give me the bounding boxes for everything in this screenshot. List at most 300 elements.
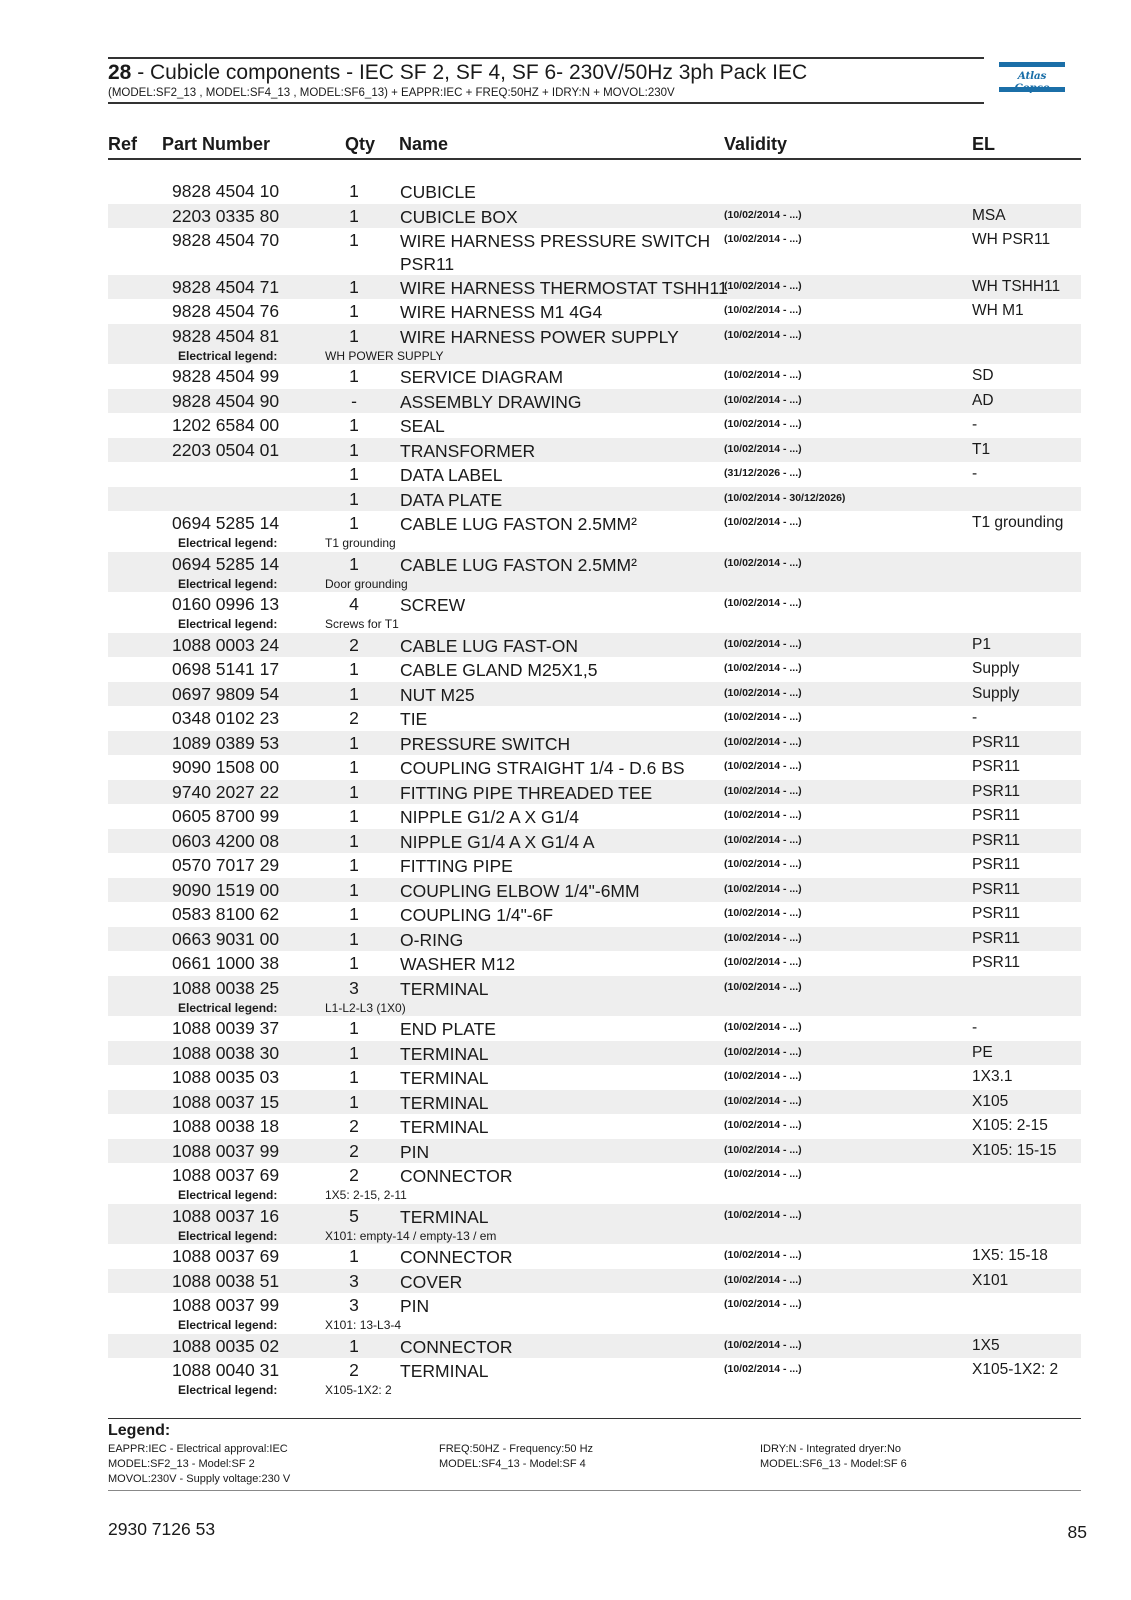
part-number-cell: 0698 5141 17 xyxy=(172,659,280,679)
el-cell: SD xyxy=(972,367,994,384)
qty-cell: 1 xyxy=(349,928,359,949)
el-cell: WH TSHH11 xyxy=(972,277,1061,295)
qty-cell: 3 xyxy=(349,1270,359,1291)
validity-cell: (10/02/2014 - ...) xyxy=(724,208,802,221)
table-row xyxy=(108,853,1081,878)
name-cell xyxy=(400,880,640,903)
legend-entry: MOVOL:230V - Supply voltage:230 V xyxy=(108,1473,291,1485)
el-cell: X101 xyxy=(972,1271,1009,1289)
el-cell: 1X5 xyxy=(972,1336,1000,1354)
part-number-cell: 1088 0035 02 xyxy=(172,1335,280,1356)
name-cell xyxy=(400,708,427,731)
el-cell: 1X5: 15-18 xyxy=(972,1247,1048,1264)
table-row xyxy=(108,1163,1081,1204)
col-el: EL xyxy=(972,134,996,154)
table-row xyxy=(108,324,1081,365)
part-number-cell: 9828 4504 71 xyxy=(172,276,280,297)
name-cell xyxy=(400,366,563,389)
name-line: CABLE GLAND M25X1,5 xyxy=(400,660,598,680)
table-row xyxy=(108,902,1081,927)
table-row xyxy=(108,1090,1081,1115)
qty-cell: 1 xyxy=(349,230,359,250)
el-cell: Supply xyxy=(972,660,1020,677)
name-cell xyxy=(400,415,445,438)
table-row xyxy=(108,228,1081,275)
validity-cell: (10/02/2014 - ...) xyxy=(724,1045,802,1058)
parts-table xyxy=(108,179,1081,1399)
el-cell: - xyxy=(972,465,978,482)
legend-title: Legend: xyxy=(108,1422,171,1439)
page-subtitle: (MODEL:SF2_13 , MODEL:SF4_13 , MODEL:SF6_13) + EAPPR:IEC + FREQ:50HZ + IDRY:N + MOVOL:230V xyxy=(108,87,675,99)
name-line: TERMINAL xyxy=(400,1043,489,1064)
table-row xyxy=(108,633,1081,658)
part-number-cell: 9828 4504 99 xyxy=(172,366,280,386)
name-line: SCREW xyxy=(400,595,466,615)
qty-cell: 1 xyxy=(349,904,359,924)
name-cell xyxy=(400,440,535,463)
qty-cell: 1 xyxy=(349,464,359,484)
name-cell xyxy=(400,1043,488,1066)
name-cell xyxy=(400,1018,496,1041)
name-cell xyxy=(400,1246,512,1269)
qty-cell: 1 xyxy=(349,181,359,201)
table-row xyxy=(108,389,1081,414)
name-cell xyxy=(400,929,463,952)
name-line: CUBICLE BOX xyxy=(400,206,518,227)
qty-cell: 1 xyxy=(349,757,359,777)
name-cell xyxy=(400,464,502,487)
legend-entry: IDRY:N - Integrated dryer:No xyxy=(760,1443,902,1455)
name-cell xyxy=(400,1206,488,1229)
qty-cell: 3 xyxy=(349,977,359,998)
name-cell xyxy=(400,391,582,414)
part-number-cell: 1088 0038 51 xyxy=(172,1270,280,1291)
name-cell xyxy=(400,953,515,976)
legend-column-1 xyxy=(108,1442,290,1487)
el-cell: AD xyxy=(972,391,994,409)
el-cell: PSR11 xyxy=(972,856,1020,873)
part-number-cell: 0663 9031 00 xyxy=(172,928,280,949)
qty-cell: 1 xyxy=(349,366,359,386)
qty-cell: 2 xyxy=(349,1165,359,1185)
validity-cell: (10/02/2014 - ...) xyxy=(724,279,802,292)
legend-entry: MODEL:SF2_13 - Model:SF 2 xyxy=(108,1458,255,1470)
logo-bottom-stripe xyxy=(999,87,1065,92)
part-number-cell: 2203 0335 80 xyxy=(172,205,280,226)
el-cell: T1 xyxy=(972,440,991,458)
validity-cell: (10/02/2014 - ...) xyxy=(724,686,802,699)
name-line: DATA PLATE xyxy=(400,489,503,510)
qty-cell: 1 xyxy=(349,953,359,973)
qty-cell: 1 xyxy=(349,1335,359,1356)
table-row xyxy=(108,829,1081,854)
name-cell xyxy=(400,782,652,805)
table-row xyxy=(108,1139,1081,1164)
table-row xyxy=(108,731,1081,756)
name-line: TIE xyxy=(400,709,428,729)
validity-cell: (10/02/2014 - ...) xyxy=(724,1298,802,1310)
name-cell xyxy=(400,733,570,756)
legend-entry: MODEL:SF6_13 - Model:SF 6 xyxy=(760,1458,907,1470)
name-line: CONNECTOR xyxy=(400,1166,513,1186)
el-cell: T1 grounding xyxy=(972,514,1064,531)
name-cell xyxy=(400,1271,462,1294)
name-cell xyxy=(400,806,579,829)
table-row xyxy=(108,275,1081,300)
part-number-cell: 9828 4504 10 xyxy=(172,181,280,201)
name-line: WIRE HARNESS M1 4G4 xyxy=(400,302,603,322)
validity-cell: (10/02/2014 - ...) xyxy=(724,931,802,944)
name-line: PIN xyxy=(400,1296,430,1316)
electrical-legend-value: X105-1X2: 2 xyxy=(325,1383,392,1397)
name-cell xyxy=(400,855,513,878)
name-cell xyxy=(400,904,553,927)
validity-cell: (10/02/2014 - ...) xyxy=(724,1094,802,1107)
el-cell: PSR11 xyxy=(972,831,1020,849)
table-row xyxy=(108,804,1081,829)
validity-cell: (10/02/2014 - ...) xyxy=(724,956,802,968)
validity-cell: (10/02/2014 - ...) xyxy=(724,760,802,772)
validity-cell: (10/02/2014 - ...) xyxy=(724,882,802,895)
name-line: COUPLING STRAIGHT 1/4 - D.6 BS xyxy=(400,758,685,778)
part-number-cell: 1088 0037 15 xyxy=(172,1091,280,1112)
part-number-cell: 0603 4200 08 xyxy=(172,830,280,851)
qty-cell: 1 xyxy=(349,732,359,753)
el-cell: WH PSR11 xyxy=(972,231,1051,248)
table-row xyxy=(108,487,1081,512)
legend-entry: MODEL:SF4_13 - Model:SF 4 xyxy=(439,1458,586,1470)
name-line: TERMINAL xyxy=(400,978,489,999)
el-cell: MSA xyxy=(972,206,1006,224)
table-row xyxy=(108,462,1081,487)
name-line: CONNECTOR xyxy=(400,1336,513,1357)
name-cell xyxy=(400,554,637,577)
part-number-cell: 0160 0996 13 xyxy=(172,594,280,614)
table-row xyxy=(108,682,1081,707)
name-line: SEAL xyxy=(400,416,445,436)
name-line-2: PSR11 xyxy=(400,254,455,274)
qty-cell: 1 xyxy=(349,781,359,802)
name-line: WASHER M12 xyxy=(400,954,516,974)
el-cell: 1X3.1 xyxy=(972,1068,1013,1085)
legend-entry: EAPPR:IEC - Electrical approval:IEC xyxy=(108,1443,288,1455)
name-line: PIN xyxy=(400,1141,430,1162)
part-number-cell: 1088 0038 30 xyxy=(172,1042,280,1063)
name-line: TERMINAL xyxy=(400,1117,489,1137)
name-cell xyxy=(400,1360,488,1383)
part-number-cell: 1088 0037 99 xyxy=(172,1295,280,1315)
part-number-cell: 0694 5285 14 xyxy=(172,513,280,533)
table-row xyxy=(108,657,1081,682)
table-row xyxy=(108,1204,1081,1245)
name-cell xyxy=(400,659,597,682)
part-number-cell: 0697 9809 54 xyxy=(172,683,280,704)
table-row xyxy=(108,511,1081,552)
qty-cell: 5 xyxy=(349,1205,359,1226)
qty-cell: 1 xyxy=(349,553,359,574)
document-number: 2930 7126 53 xyxy=(108,1519,216,1539)
name-cell xyxy=(400,1067,488,1090)
el-cell: PSR11 xyxy=(972,758,1020,775)
name-line: CABLE LUG FAST-ON xyxy=(400,635,578,656)
table-row xyxy=(108,1244,1081,1269)
electrical-legend-value: X101: 13-L3-4 xyxy=(325,1318,402,1332)
name-line: ASSEMBLY DRAWING xyxy=(400,391,582,412)
legend-entry: FREQ:50HZ - Frequency:50 Hz xyxy=(439,1443,594,1455)
validity-cell: (10/02/2014 - ...) xyxy=(724,784,802,797)
part-number-cell: 1089 0389 53 xyxy=(172,732,280,753)
electrical-legend-label: Electrical legend: xyxy=(178,348,278,363)
name-cell xyxy=(400,594,465,617)
atlas-copco-logo xyxy=(999,62,1065,96)
el-cell: X105-1X2: 2 xyxy=(972,1361,1059,1378)
part-number-cell: 0583 8100 62 xyxy=(172,904,280,924)
name-line: WIRE HARNESS THERMOSTAT TSHH11 xyxy=(400,277,728,298)
table-row xyxy=(108,592,1081,633)
validity-cell: (10/02/2014 - ...) xyxy=(724,1070,802,1082)
table-row xyxy=(108,552,1081,593)
name-line: CABLE LUG FASTON 2.5MM² xyxy=(400,514,637,534)
validity-cell: (10/02/2014 - ...) xyxy=(724,304,802,316)
table-row xyxy=(108,1065,1081,1090)
qty-cell: 1 xyxy=(349,439,359,460)
qty-cell: 1 xyxy=(349,1091,359,1112)
name-line: TERMINAL xyxy=(400,1206,489,1227)
name-line: CABLE LUG FASTON 2.5MM² xyxy=(400,554,637,575)
qty-cell: 1 xyxy=(349,415,359,435)
name-line: NIPPLE G1/2 A X G1/4 xyxy=(400,807,579,827)
name-line: TERMINAL xyxy=(400,1092,489,1113)
validity-cell: (10/02/2014 - ...) xyxy=(724,980,802,993)
logo-text: Atlas xyxy=(1017,70,1047,82)
part-number-cell: 9828 4504 90 xyxy=(172,390,280,411)
qty-cell: 2 xyxy=(349,634,359,655)
legend-column-3 xyxy=(760,1442,907,1472)
el-cell: PE xyxy=(972,1043,993,1061)
validity-cell: (10/02/2014 - ...) xyxy=(724,1249,802,1261)
qty-cell: 3 xyxy=(349,1295,359,1315)
el-cell: P1 xyxy=(972,635,991,653)
validity-cell: (10/02/2014 - ...) xyxy=(724,597,802,609)
validity-cell: (10/02/2014 - ...) xyxy=(724,809,802,821)
name-cell xyxy=(400,1141,429,1164)
validity-cell: (10/02/2014 - ...) xyxy=(724,711,802,723)
name-cell xyxy=(400,1295,429,1318)
validity-cell: (10/02/2014 - 30/12/2026) xyxy=(724,491,846,504)
part-number-cell: 9828 4504 76 xyxy=(172,301,280,321)
table-row xyxy=(108,1358,1081,1399)
table-row xyxy=(108,1334,1081,1359)
table-row xyxy=(108,1041,1081,1066)
col-name: Name xyxy=(399,134,449,154)
name-line: O-RING xyxy=(400,929,464,950)
name-line: CONNECTOR xyxy=(400,1247,513,1267)
part-number-cell: 0694 5285 14 xyxy=(172,553,280,574)
electrical-legend-label: Electrical legend: xyxy=(178,576,278,591)
name-cell xyxy=(400,1116,488,1139)
qty-cell: 1 xyxy=(349,276,359,297)
name-cell xyxy=(400,635,578,658)
electrical-legend-label: Electrical legend: xyxy=(178,1228,278,1243)
qty-cell: 1 xyxy=(349,513,359,533)
part-number-cell: 9090 1508 00 xyxy=(172,757,280,777)
name-line: END PLATE xyxy=(400,1019,496,1039)
el-cell: PSR11 xyxy=(972,905,1020,922)
validity-cell: (10/02/2014 - ...) xyxy=(724,556,802,569)
name-line: PRESSURE SWITCH xyxy=(400,733,571,754)
qty-cell: 2 xyxy=(349,1140,359,1161)
table-row xyxy=(108,780,1081,805)
validity-cell: (10/02/2014 - ...) xyxy=(724,858,802,870)
validity-cell: (10/02/2014 - ...) xyxy=(724,393,802,406)
table-row xyxy=(108,413,1081,438)
validity-cell: (10/02/2014 - ...) xyxy=(724,442,802,455)
validity-cell: (10/02/2014 - ...) xyxy=(724,1363,802,1375)
part-number-cell: 9090 1519 00 xyxy=(172,879,280,900)
part-number-cell: 1202 6584 00 xyxy=(172,415,280,435)
legend-grid xyxy=(108,1442,1081,1490)
el-cell: - xyxy=(972,709,978,726)
table-row xyxy=(108,1269,1081,1294)
qty-cell: 1 xyxy=(349,659,359,679)
table-header xyxy=(108,130,1081,160)
page-title xyxy=(108,60,984,86)
page-number: 85 xyxy=(1067,1522,1087,1542)
name-cell xyxy=(400,513,637,536)
part-number-cell: 1088 0037 69 xyxy=(172,1246,280,1266)
validity-cell: (10/02/2014 - ...) xyxy=(724,1208,802,1221)
table-row xyxy=(108,951,1081,976)
validity-cell: (10/02/2014 - ...) xyxy=(724,328,802,341)
name-line: COUPLING ELBOW 1/4"-6MM xyxy=(400,880,640,901)
legend-section xyxy=(108,1418,1081,1491)
name-cell xyxy=(400,181,476,204)
name-line: WIRE HARNESS POWER SUPPLY xyxy=(400,326,679,347)
qty-cell: 1 xyxy=(349,1067,359,1087)
qty-cell: 2 xyxy=(349,1116,359,1136)
table-row xyxy=(108,438,1081,463)
electrical-legend-value: L1-L2-L3 (1X0) xyxy=(325,1000,406,1015)
part-number-cell: 1088 0035 03 xyxy=(172,1067,280,1087)
part-number-cell: 1088 0037 99 xyxy=(172,1140,280,1161)
part-number-cell: 1088 0038 25 xyxy=(172,977,280,998)
validity-cell: (10/02/2014 - ...) xyxy=(724,418,802,430)
name-line: COUPLING 1/4"-6F xyxy=(400,905,554,925)
name-line: TERMINAL xyxy=(400,1068,489,1088)
el-cell: PSR11 xyxy=(972,929,1020,947)
name-line: DATA LABEL xyxy=(400,465,503,485)
part-number-cell: 0348 0102 23 xyxy=(172,708,280,728)
logo-top-stripe xyxy=(999,62,1065,67)
electrical-legend-value: Screws for T1 xyxy=(325,617,399,631)
qty-cell: 1 xyxy=(349,301,359,321)
table-row xyxy=(108,706,1081,731)
part-number-cell: 1088 0037 69 xyxy=(172,1165,280,1185)
part-number-cell: 9740 2027 22 xyxy=(172,781,280,802)
validity-cell: (10/02/2014 - ...) xyxy=(724,833,802,846)
name-cell xyxy=(400,1336,512,1359)
part-number-cell: 1088 0003 24 xyxy=(172,634,280,655)
el-cell: X105 xyxy=(972,1092,1009,1110)
section-number: 28 xyxy=(108,61,132,84)
name-line: SERVICE DIAGRAM xyxy=(400,367,564,387)
name-line: NUT M25 xyxy=(400,684,475,705)
col-part-number: Part Number xyxy=(162,134,271,154)
electrical-legend-label: Electrical legend: xyxy=(178,1318,278,1332)
qty-cell: 1 xyxy=(349,879,359,900)
qty-cell: 1 xyxy=(349,1042,359,1063)
name-cell xyxy=(400,326,679,349)
name-line: FITTING PIPE THREADED TEE xyxy=(400,782,653,803)
el-cell: WH M1 xyxy=(972,302,1024,319)
name-cell xyxy=(400,831,595,854)
el-cell: PSR11 xyxy=(972,782,1020,800)
validity-cell: (10/02/2014 - ...) xyxy=(724,662,802,674)
validity-cell: (10/02/2014 - ...) xyxy=(724,1119,802,1131)
name-line: TRANSFORMER xyxy=(400,440,536,461)
electrical-legend-label: Electrical legend: xyxy=(178,1383,278,1397)
part-number-cell: 2203 0504 01 xyxy=(172,439,280,460)
name-cell xyxy=(400,301,602,324)
name-cell xyxy=(400,1165,512,1188)
header-top-rule xyxy=(108,57,984,59)
validity-cell: (31/12/2026 - ...) xyxy=(724,467,802,479)
qty-cell: 1 xyxy=(349,683,359,704)
table-row xyxy=(108,1016,1081,1041)
el-cell: PSR11 xyxy=(972,954,1020,971)
name-cell xyxy=(400,230,710,276)
qty-cell: 1 xyxy=(349,855,359,875)
part-number-cell: 1088 0038 18 xyxy=(172,1116,280,1136)
col-ref: Ref xyxy=(108,134,138,154)
name-cell xyxy=(400,978,488,1001)
electrical-legend-value: WH POWER SUPPLY xyxy=(325,348,444,363)
table-row xyxy=(108,364,1081,389)
legend-bottom-rule xyxy=(108,1490,1081,1491)
name-cell xyxy=(400,489,502,512)
name-cell xyxy=(400,684,475,707)
part-number-cell: 9828 4504 70 xyxy=(172,230,280,250)
part-number-cell: 9828 4504 81 xyxy=(172,325,280,346)
legend-top-rule xyxy=(108,1418,1081,1419)
name-line: CUBICLE xyxy=(400,182,476,202)
validity-cell: (10/02/2014 - ...) xyxy=(724,516,802,528)
name-cell xyxy=(400,206,518,229)
electrical-legend-value: T1 grounding xyxy=(325,536,396,550)
el-cell: X105: 15-15 xyxy=(972,1141,1057,1159)
qty-cell: 1 xyxy=(349,830,359,851)
electrical-legend-label: Electrical legend: xyxy=(178,1000,278,1015)
qty-cell: 1 xyxy=(349,1018,359,1038)
name-line: TERMINAL xyxy=(400,1361,489,1381)
el-cell: - xyxy=(972,416,978,433)
part-number-cell: 0605 8700 99 xyxy=(172,806,280,826)
table-row xyxy=(108,1114,1081,1139)
table-row xyxy=(108,204,1081,229)
qty-cell: 1 xyxy=(349,488,359,509)
validity-cell: (10/02/2014 - ...) xyxy=(724,1143,802,1156)
el-cell: X105: 2-15 xyxy=(972,1117,1048,1134)
el-cell: PSR11 xyxy=(972,733,1020,751)
validity-cell: (10/02/2014 - ...) xyxy=(724,1338,802,1351)
validity-cell: (10/02/2014 - ...) xyxy=(724,233,802,245)
qty-cell: 4 xyxy=(349,594,359,614)
part-number-cell: 0570 7017 29 xyxy=(172,855,280,875)
table-row xyxy=(108,976,1081,1017)
electrical-legend-label: Electrical legend: xyxy=(178,617,278,631)
el-cell: PSR11 xyxy=(972,807,1020,824)
table-row xyxy=(108,299,1081,324)
